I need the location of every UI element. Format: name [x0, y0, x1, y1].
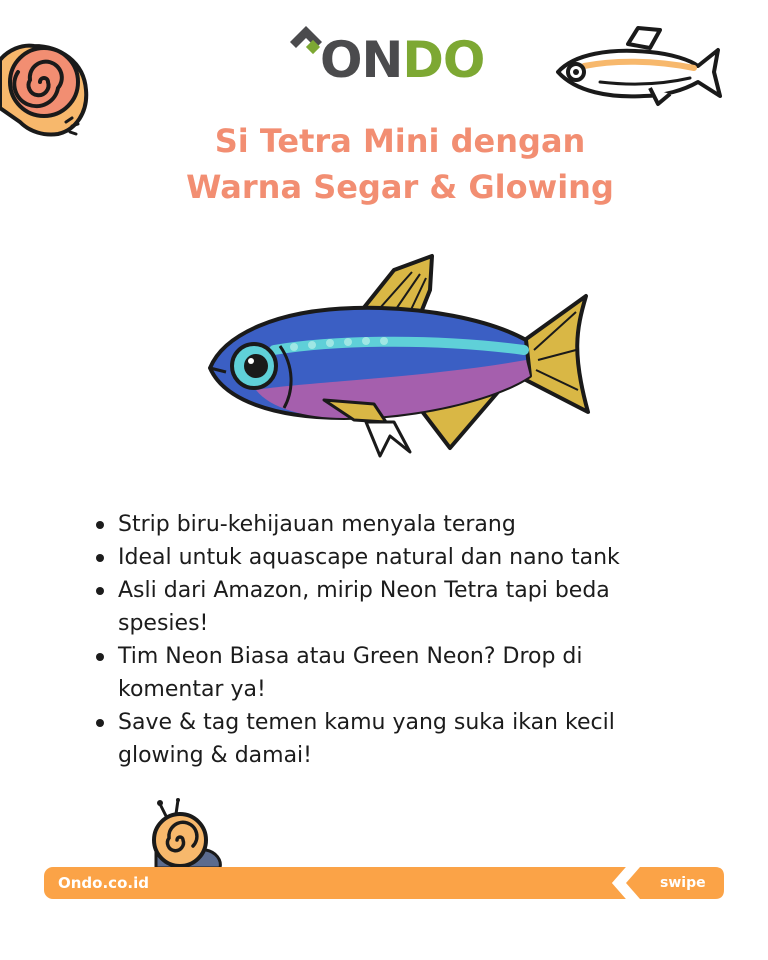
logo-text-do: DO [402, 31, 485, 89]
small-snail-icon [146, 798, 228, 870]
list-item: Save & tag temen kamu yang suka ikan kecil glowing & damai! [92, 706, 652, 772]
footer-website-link[interactable]: Ondo.co.id [58, 874, 149, 892]
ondo-logo [286, 22, 486, 102]
page-title [0, 118, 768, 210]
list-item: Asli dari Amazon, mirip Neon Tetra tapi beda spesies! [92, 574, 652, 640]
title-line-2: Warna Segar & Glowing [186, 168, 614, 206]
list-item: Tim Neon Biasa atau Green Neon? Drop di komentar ya! [92, 640, 652, 706]
tetra-fish-outline-icon [554, 24, 726, 110]
title-line-1: Si Tetra Mini dengan [214, 122, 586, 160]
swipe-label: swipe [660, 875, 706, 891]
list-item: Strip biru-kehijauan menyala terang [92, 508, 652, 541]
logo-text-on: ON [320, 31, 403, 89]
logo-wordmark [320, 30, 484, 90]
neon-tetra-fish-illustration [204, 250, 596, 466]
feature-list [92, 508, 652, 772]
list-item: Ideal untuk aquascape natural dan nano tank [92, 541, 652, 574]
chevron-left-icon [612, 867, 628, 899]
